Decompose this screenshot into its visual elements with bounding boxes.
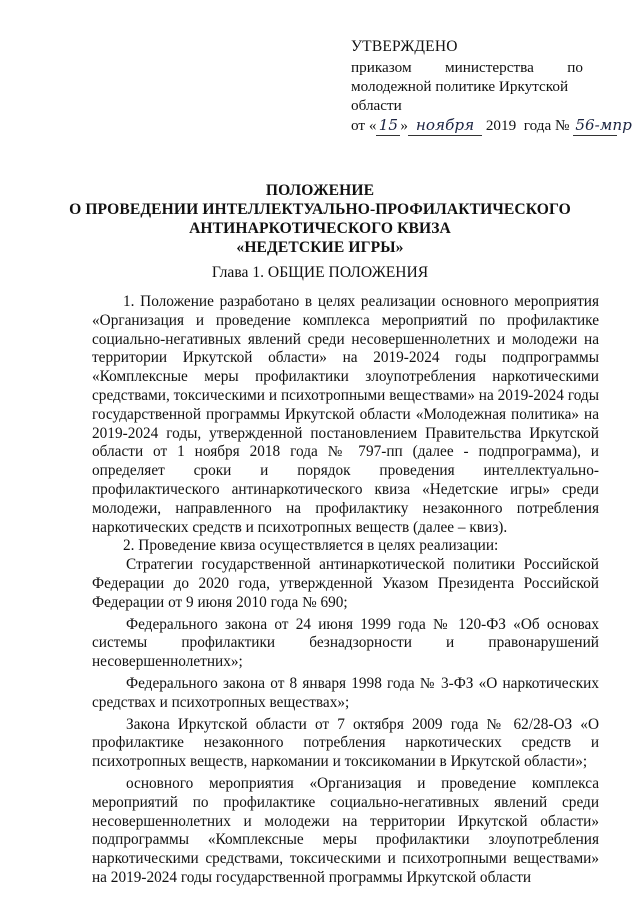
heading-line-2: О ПРОВЕДЕНИИ ИНТЕЛЛЕКТУАЛЬНО-ПРОФИЛАКТИЧЕСКОГО xyxy=(69,201,571,218)
approval-line-2: молодежной политике Иркутской xyxy=(351,78,569,95)
order-month-handwritten: ноября xyxy=(408,116,482,136)
heading-line-1: ПОЛОЖЕНИЕ xyxy=(265,182,375,199)
paragraph-6: Закона Иркутской области от 7 октября 2009 года № 62/28-ОЗ «О профилактике незаконного потребления наркотических средств и психотропных веществ, наркомании и токсикомании в Иркутской области»; xyxy=(92,715,599,771)
approval-line-1: приказом министерства по xyxy=(351,59,583,76)
chapter-title: Глава 1. ОБЩИЕ ПОЛОЖЕНИЯ xyxy=(211,264,429,281)
paragraph-2: 2. Проведение квиза осуществляется в целях реализации: xyxy=(123,537,499,555)
approval-line-3: области xyxy=(351,97,402,114)
order-mid: » xyxy=(400,117,409,134)
paragraph-3: Стратегии государственной антинаркотической политики Российской Федерации до 2020 года, утвержденной Указом Президента Российской Федерации от 9 июня 2010 года № 690; xyxy=(92,556,599,611)
approval-order-line xyxy=(351,116,632,136)
document-body xyxy=(92,293,599,888)
order-day-handwritten: 15 xyxy=(376,116,400,136)
approval-title: УТВЕРЖДЕНО xyxy=(351,38,458,55)
paragraph-1: 1. Положение разработано в целях реализации основного мероприятия «Организация и проведение комплекса мероприятий по профилактике социально-негативных явлений среди несовершеннолетних и молодежи на территории Иркутской области» на 2019-2024 годы подпрограммы «Комплексные меры профилактики злоупотребления наркотическими средствами, токсическими и психотропными веществами» на 2019-2024 годы государственной программы Иркутской области «Молодежная политика» на 2019-2024 годы, утвержденной постановлением Правительства Иркутской области от 1 ноября 2018 года № 797-пп (далее - подпрограмма), и определяет сроки и порядок проведения интеллектуально-профилактического антинаркотического квиза «Недетские игры» среди молодежи, направленного на профилактику незаконного потребления наркотических средств и психотропных веществ (далее – квиз). xyxy=(92,293,599,536)
heading-line-3: АНТИНАРКОТИЧЕСКОГО КВИЗА xyxy=(189,220,451,237)
document-heading xyxy=(60,181,580,257)
paragraph-7: основного мероприятия «Организация и проведение комплекса мероприятий по профилактике социально-негативных явлений среди несовершеннолетних и молодежи на территории Иркутской области» подпрограммы «Комплексные меры профилактики злоупотребления наркотическими средствами, токсическими и психотропными веществами» на 2019-2024 годы государственной программы Иркутской области xyxy=(92,774,599,886)
order-prefix: от « xyxy=(351,117,377,134)
order-year: 2019 года № xyxy=(482,117,574,134)
approval-block xyxy=(351,37,632,136)
heading-line-4: «НЕДЕТСКИЕ ИГРЫ» xyxy=(236,239,404,256)
paragraph-4: Федерального закона от 24 июня 1999 года № 120-ФЗ «Об основах системы профилактики безнадзорности и правонарушений несовершеннолетних»; xyxy=(92,615,599,671)
order-number-handwritten: 56-мпр xyxy=(575,116,632,134)
paragraph-5: Федерального закона от 8 января 1998 года № 3-ФЗ «О наркотических средствах и психотропных веществах»; xyxy=(92,674,599,711)
